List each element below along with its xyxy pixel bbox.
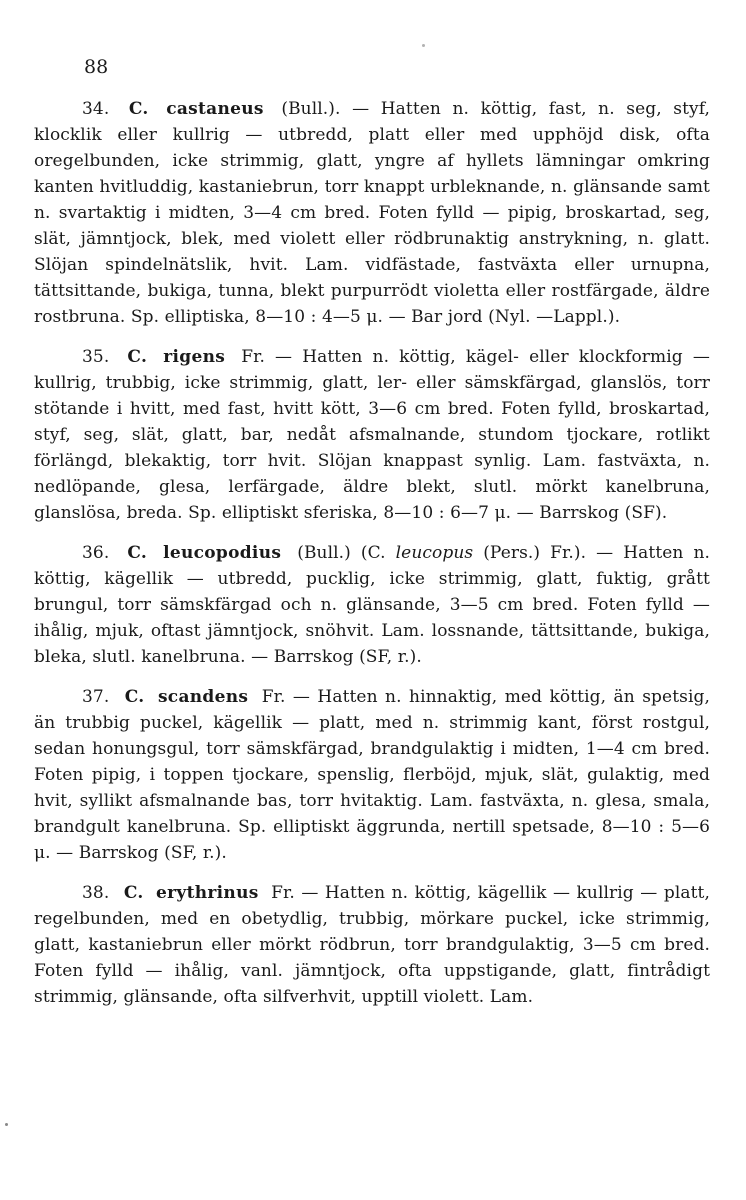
page-text: [34, 96, 710, 1024]
entry-description: — Hatten n. köttig, fast, n. seg, styf, klocklik eller kullrig — utbredd, platt eller med upphöjd disk, ofta oregelbunden, icke strimmig, glatt, yngre af hyllets lämningar omkring kanten hvitluddig, kastaniebrun, torr knappt urbleknande, n. glänsande samt n. svartaktig i midten, 3—4 cm bred. Foten fylld — pipig, broskartad, seg, slät, jämntjock, blek, med violett eller rödbrunaktig anstrykning, n. glatt. Slöjan spindelnätslik, hvit. Lam. vidfästade, fastväxta eller urnupna, tättsittande, bukiga, tunna, blekt purpurrödt violetta eller rostfärgade, äldre rostbruna. Sp. elliptiska, 8—10 : 4—5 μ. — Bar jord (Nyl. —Lappl.).: [34, 99, 711, 327]
synonym-epithet: leucopus: [395, 543, 474, 563]
page-number: 88: [84, 56, 109, 78]
entry-number: 36.: [82, 543, 110, 563]
species-epithet: castaneus: [166, 99, 264, 119]
species-entry-34: [34, 96, 710, 330]
species-epithet: leucopodius: [163, 543, 282, 563]
genus-abbrev: C.: [128, 99, 149, 119]
synonym-author: (Pers.) Fr.).: [483, 543, 587, 563]
author-citation: Fr.: [241, 347, 265, 367]
entry-number: 34.: [82, 99, 110, 119]
genus-abbrev: C.: [127, 347, 148, 367]
author-citation: (Bull.) (C.: [297, 543, 386, 563]
entry-number: 37.: [82, 687, 110, 707]
species-epithet: erythrinus: [156, 883, 259, 903]
author-citation: Fr.: [271, 883, 295, 903]
genus-abbrev: C.: [124, 687, 145, 707]
species-epithet: rigens: [163, 347, 226, 367]
species-entry-37: [34, 684, 710, 866]
author-citation: (Bull.).: [281, 99, 341, 119]
entry-description: — Hatten n. köttig, kägellik — utbredd, pucklig, icke strimmig, glatt, fuktig, grått brungul, torr sämskfärgad och n. glänsande, 3—5 cm bred. Foten fylld — ihålig, mjuk, oftast jämntjock, snöhvit. Lam. lossnande, tättsittande, bukiga, bleka, slutl. kanelbruna. — Barrskog (SF, r.).: [34, 543, 710, 667]
entry-number: 35.: [82, 347, 110, 367]
entry-description: — Hatten n. hinnaktig, med köttig, än spetsig, än trubbig puckel, kägellik — platt, med n. strimmig kant, först rostgul, sedan honungsgul, torr sämskfärgad, brandgulaktig i midten, 1—4 cm bred. Foten pipig, i toppen tjockare, spenslig, flerböjd, mjuk, slät, gulaktig, med hvit, syllikt afsmalnande bas, torr hvitaktig. Lam. fastväxta, n. glesa, smala, brandgult kanelbruna. Sp. elliptiskt äggrunda, nertill spetsade, 8—10 : 5—6 μ. — Barrskog (SF, r.).: [34, 687, 710, 863]
species-epithet: scandens: [157, 687, 249, 707]
genus-abbrev: C.: [123, 883, 144, 903]
author-citation: Fr.: [261, 687, 286, 707]
species-entry-35: [34, 344, 710, 526]
print-speck: [5, 1123, 8, 1126]
species-entry-38: [34, 880, 710, 1010]
species-entry-36: [34, 540, 710, 670]
entry-description: — Hatten n. köttig, kägel- eller klockformig — kullrig, trubbig, icke strimmig, glatt, ler- eller sämskfärgad, glanslös, torr stötande i hvitt, med fast, hvitt kött, 3—6 cm bred. Foten fylld, broskartad, styf, seg, slät, glatt, bar, nedåt afsmalnande, stundom tjockare, rotlikt förlängd, blekaktig, torr hvit. Slöjan knappast synlig. Lam. fastväxta, n. nedlöpande, glesa, lerfärgade, äldre blekt, slutl. mörkt kanelbruna, glanslösa, breda. Sp. elliptiskt sferiska, 8—10 : 6—7 μ. — Barrskog (SF).: [34, 347, 710, 523]
print-speck: [422, 44, 425, 47]
genus-abbrev: C.: [127, 543, 148, 563]
entry-number: 38.: [82, 883, 110, 903]
entry-description: — Hatten n. köttig, kägellik — kullrig — platt, regelbunden, med en obetydlig, trubbig, mörkare puckel, icke strimmig, glatt, kastaniebrun eller mörkt rödbrun, torr brandgulaktig, 3—5 cm bred. Foten fylld — ihålig, vanl. jämntjock, ofta uppstigande, glatt, fintrådigt strimmig, glänsande, ofta silfverhvit, upptill violett. Lam.: [34, 883, 710, 1007]
